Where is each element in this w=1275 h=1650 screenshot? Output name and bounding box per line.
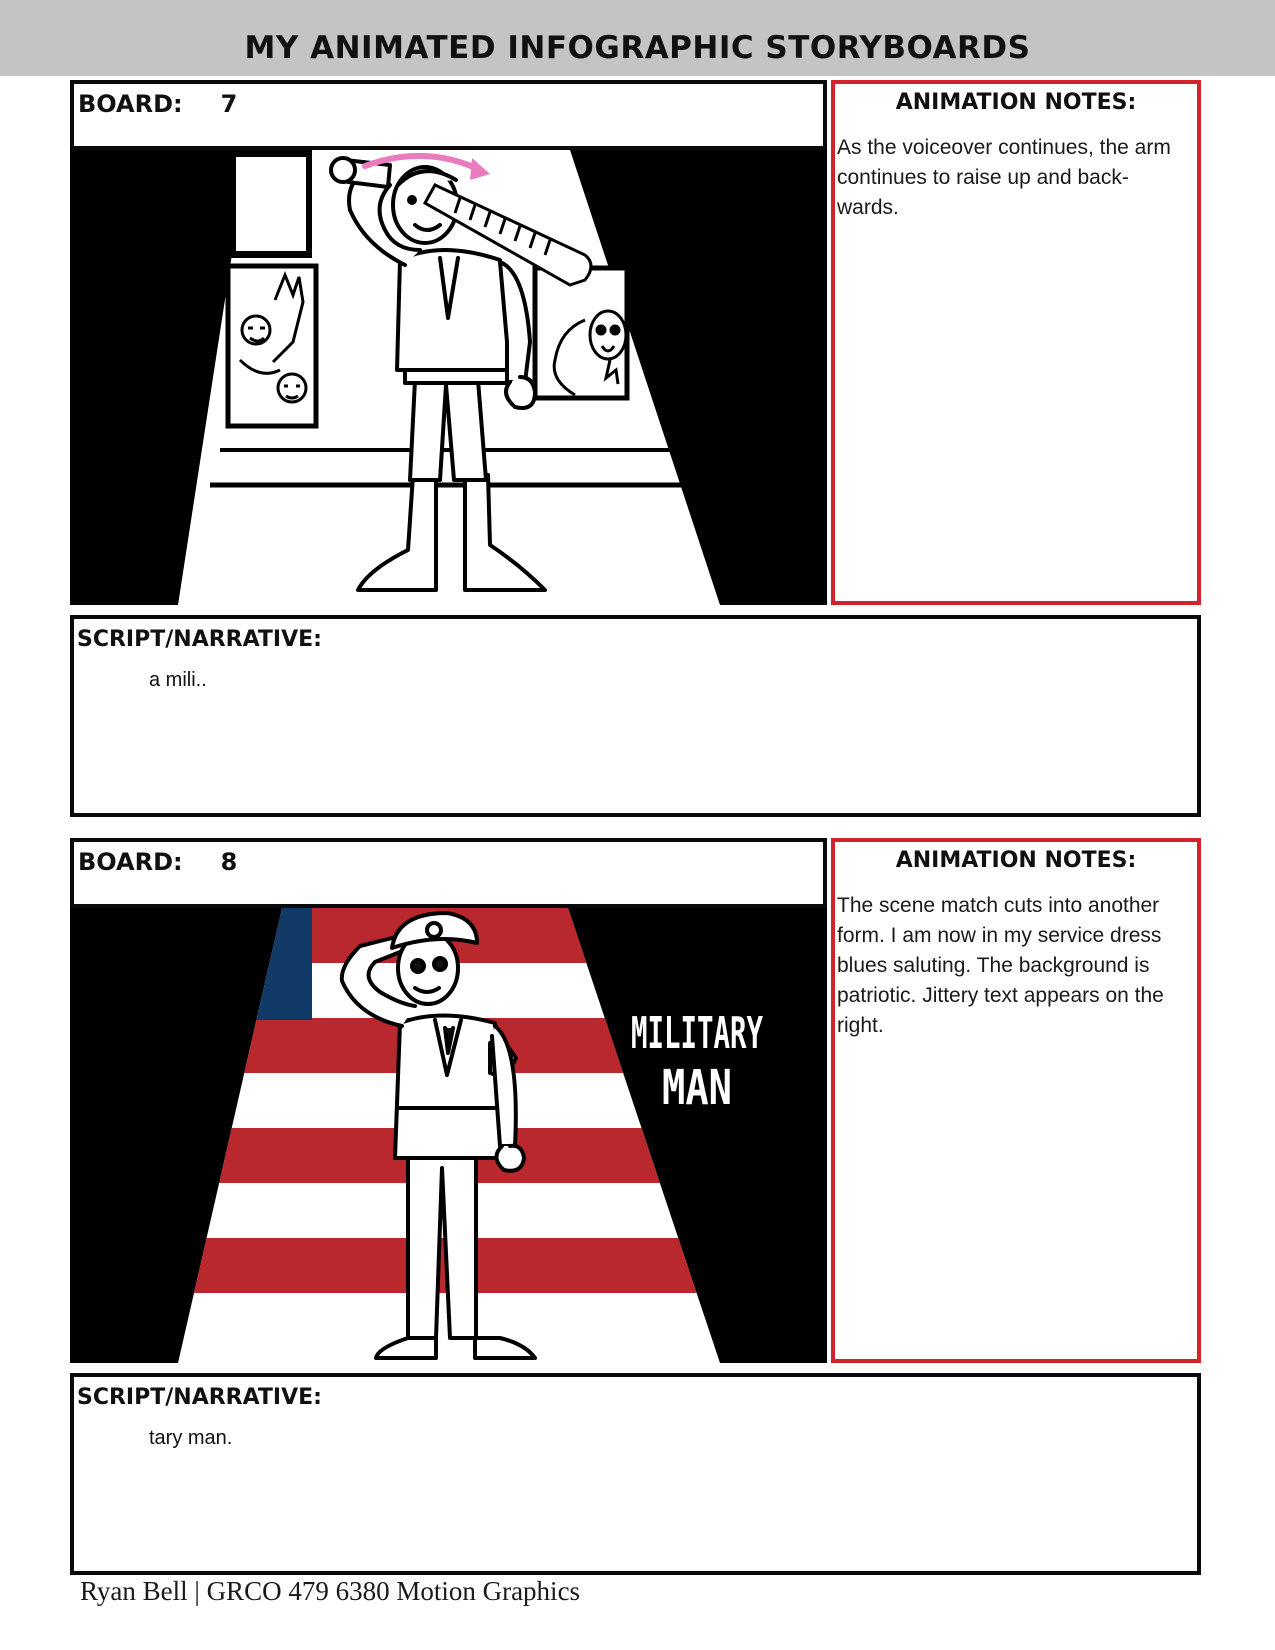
script-narrative-text: tary man.: [149, 1427, 233, 1449]
board-7-label-box: [70, 80, 827, 150]
patriotic-salute-illustration: [70, 908, 827, 1363]
board-8-animation-notes: [831, 838, 1201, 1363]
board-8-scene: [70, 908, 827, 1363]
board-number: 7: [220, 90, 238, 118]
jittery-text-line-2: MAN: [662, 1060, 732, 1116]
page-header: [0, 0, 1275, 76]
board-8-script-box: [70, 1373, 1201, 1575]
page-title: MY ANIMATED INFOGRAPHIC STORYBOARDS: [244, 30, 1031, 66]
board-7-script-box: [70, 615, 1201, 817]
board-7-animation-notes: [831, 80, 1201, 605]
script-narrative-label: SCRIPT/NARRATIVE:: [77, 627, 322, 652]
board-7-scene: [70, 150, 827, 605]
script-narrative-text: a mili..: [149, 669, 207, 691]
animation-notes-title: ANIMATION NOTES:: [895, 90, 1137, 115]
animation-notes-text: As the voiceover continues, the arm continues to raise up and back-wards.: [837, 136, 1171, 219]
soldier-sketch-illustration: [70, 150, 827, 605]
board-label: BOARD:: [78, 90, 183, 118]
board-label: BOARD:: [78, 848, 183, 876]
footer-credit: Ryan Bell | GRCO 479 6380 Motion Graphics: [80, 1576, 581, 1606]
board-number: 8: [220, 848, 238, 876]
animation-notes-title: ANIMATION NOTES:: [895, 848, 1137, 873]
board-8-label-box: [70, 838, 827, 908]
jittery-text-line-1: MILITARY: [631, 1008, 764, 1059]
script-narrative-label: SCRIPT/NARRATIVE:: [77, 1385, 322, 1410]
animation-notes-text: The scene match cuts into another form. I am now in my service dress blues saluting. The background is patriotic. Jittery text appears on the right.: [837, 894, 1164, 1037]
